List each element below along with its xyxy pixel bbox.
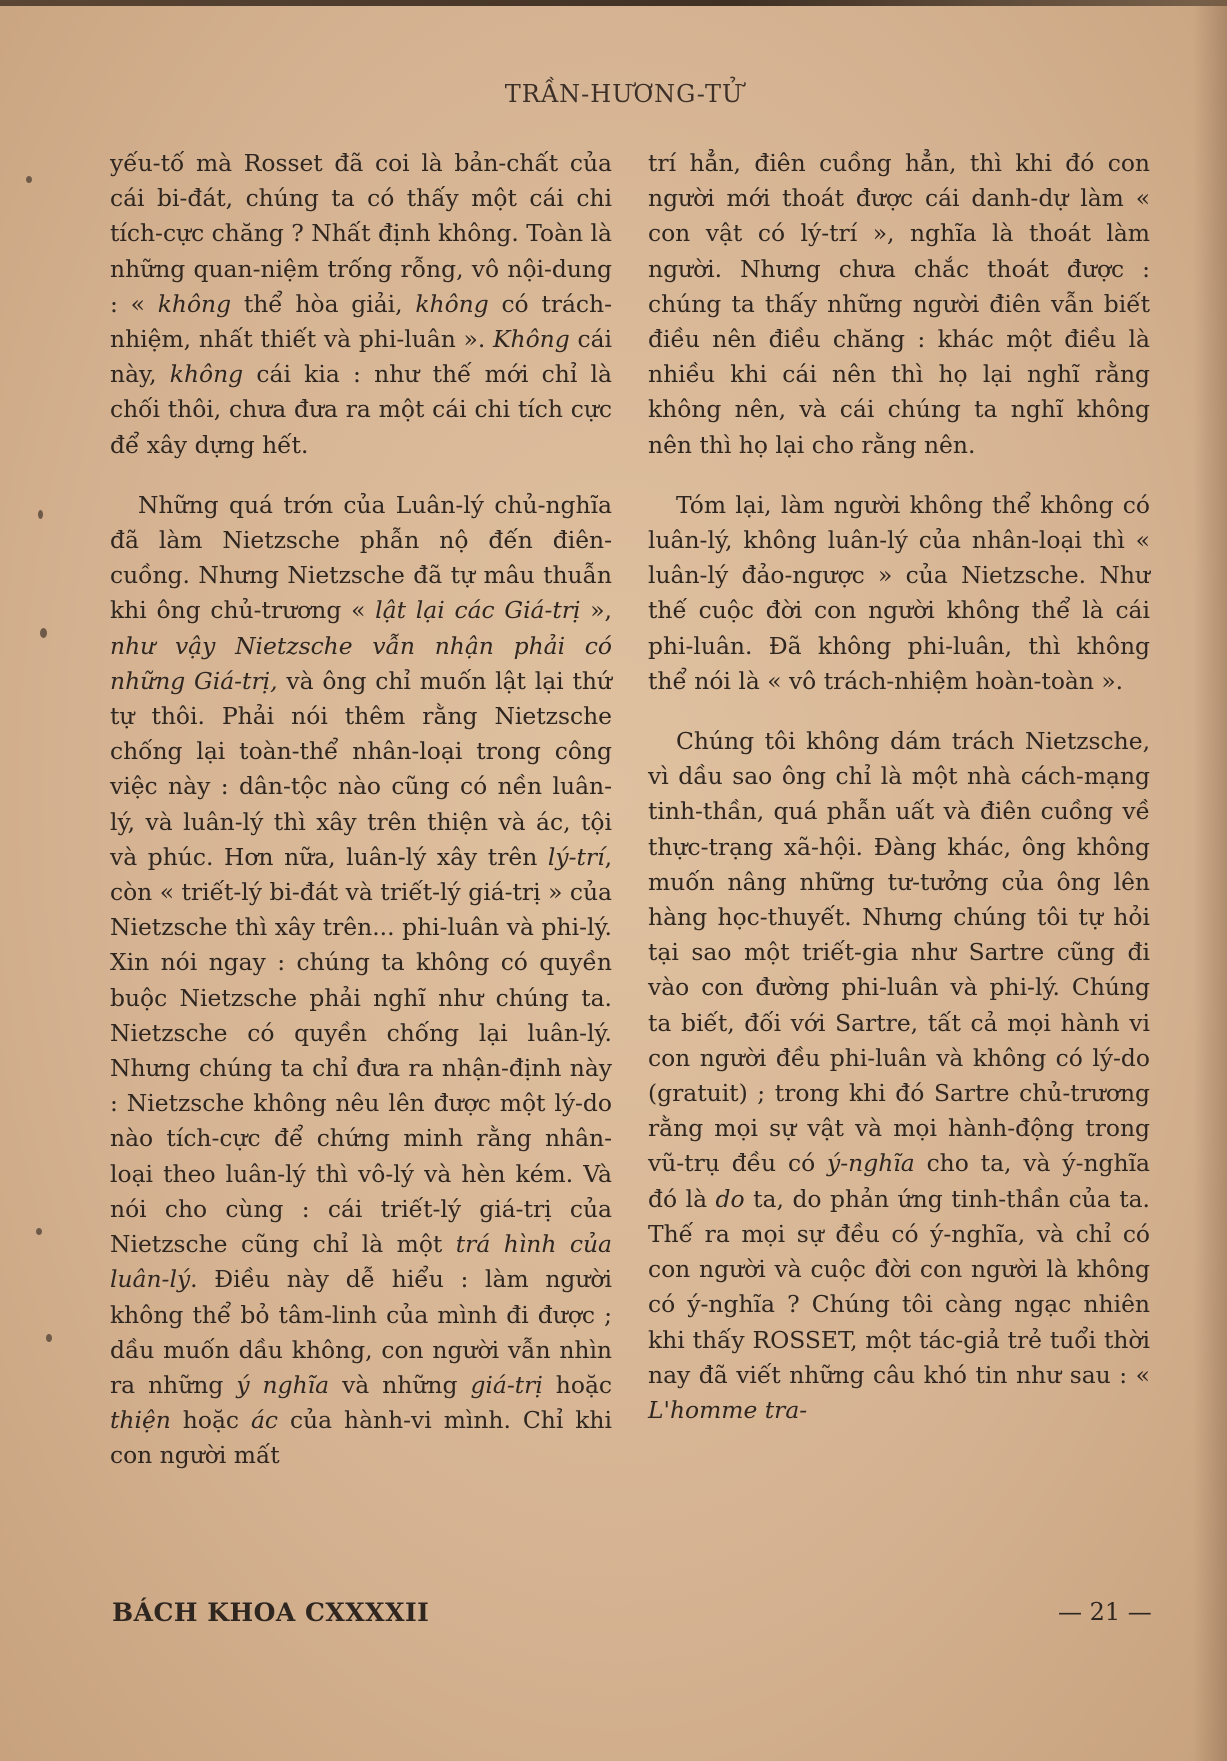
italic-text: giá-trị (470, 1370, 543, 1399)
italic-text: ý-nghĩa (827, 1149, 915, 1178)
text-run: hoặc (170, 1406, 251, 1435)
paper-speck (26, 176, 32, 183)
text-run: của hành-vi mình. Chỉ khi con người mất (110, 1406, 612, 1470)
italic-text: thiện (110, 1406, 171, 1435)
top-border-line (0, 0, 1227, 6)
paper-speck (36, 1228, 42, 1235)
right-column (648, 146, 1150, 1428)
text-run: cái kia : như thế mới chỉ là chối thôi, chưa đưa ra một cái chi tích cực để xây dựng hết. (110, 360, 612, 459)
text-run: Tóm lại, làm người không thể không có luân-lý, không luân-lý của nhân-loại thì « luân-lý đảo-ngược » của Nietzsche. Như thế cuộc đời con người không thể là cái phi-luân. Đã không phi-luân, thì không thể nói là « vô trách-nhiệm hoàn-toàn ». (648, 490, 1150, 695)
italic-text: không (415, 289, 489, 318)
italic-text: trá hình của luân-lý (110, 1230, 612, 1294)
page-edge-shadow (1193, 0, 1227, 1761)
paper-speck (38, 510, 43, 519)
text-run: cái này, (110, 325, 612, 389)
paper-speck (40, 628, 47, 638)
italic-text: ác (250, 1406, 278, 1435)
italic-text: Không (493, 325, 570, 354)
text-run: », (580, 596, 612, 625)
text-run: và ông chỉ muốn lật lại thứ tự thôi. Phải nói thêm rằng Nietzsche chống lại toàn-thể nhân-loại trong công việc này : dân-tộc nào cũng có nền luân-lý, và luân-lý thì xây trên thiện và ác, tội và phúc. Hơn nữa, luân-lý xây trên (110, 666, 612, 871)
text-run: cho ta, và ý-nghĩa đó là (648, 1149, 1151, 1213)
page-number: — 21 — (1058, 1598, 1152, 1626)
left-column (110, 146, 612, 1474)
text-run: hoặc (542, 1370, 612, 1399)
text-run: trí hẳn, điên cuồng hẳn, thì khi đó con người mới thoát được cái danh-dự làm « con vật có lý-trí », nghĩa là thoát làm người. Nhưng chưa chắc thoát được : chúng ta thấy những người điên vẫn biết điều nên điều chăng : khác một điều là nhiều khi cái nên thì họ lại nghĩ rằng không nên, và cái chúng ta nghĩ không nên thì họ lại cho rằng nên. (648, 149, 1150, 459)
text-run: và những (329, 1370, 471, 1399)
running-header: TRẦN-HƯƠNG-TỬ (504, 80, 744, 108)
italic-text: do (715, 1184, 745, 1213)
text-run: ta, do phản ứng tinh-thần của ta. Thế ra mọi sự đều có ý-nghĩa, và chỉ có con người và cuộc đời con người là không có ý-nghĩa ? Chúng tôi càng ngạc nhiên khi thấy ROSSET, một tác-giả trẻ tuổi thời nay đã viết những câu khó tin như sau : « (648, 1184, 1150, 1389)
text-run: thể hòa giải, (231, 289, 416, 318)
italic-text: không (157, 289, 232, 318)
text-run: yếu-tố mà Rosset đã coi là bản-chất của cái bi-đát, chúng ta có thấy một cái chi tích-cực chăng ? Nhất định không. Toàn là những quan-niệm trống rỗng, vô nội-dung : « (110, 149, 612, 318)
text-run: , còn « triết-lý bi-đát và triết-lý giá-trị » của Nietzsche thì xây trên... phi-luân và phi-lý. Xin nói ngay : chúng ta không có quyền buộc Nietzsche phải nghĩ như chúng ta. Nietzsche có quyền chống lại luân-lý. Nhưng chúng ta chỉ đưa ra nhận-định này : Nietzsche không nêu lên được một lý-do nào tích-cực để chứng minh rằng nhân-loại theo luân-lý thì vô-lý và hèn kém. Và nói cho cùng : cái triết-lý giá-trị của Nietzsche cũng chỉ là một (110, 842, 612, 1259)
paragraph (110, 146, 612, 463)
paragraph (648, 488, 1150, 699)
italic-text: như vậy Nietzsche vẫn nhận phải có những Giá-trị, (110, 631, 612, 695)
text-run: có trách-nhiệm, nhất thiết và phi-luân ». (110, 289, 612, 354)
italic-text: lật lại các Giá-trị (375, 596, 581, 625)
publication-footer: BÁCH KHOA CXXXXII (112, 1598, 430, 1627)
italic-text: L'homme tra- (648, 1395, 808, 1424)
italic-text: ý nghĩa (236, 1370, 330, 1399)
paragraph (110, 488, 612, 1474)
italic-text: lý-trí (547, 842, 605, 871)
paper-speck (46, 1334, 52, 1342)
italic-text: không (169, 360, 244, 389)
text-run: . Điều này dễ hiểu : làm người không thể bỏ tâm-linh của mình đi được ; dầu muốn dầu không, con người vẫn nhìn ra những (110, 1265, 612, 1399)
paragraph (648, 146, 1150, 463)
text-run: Chúng tôi không dám trách Nietzsche, vì dầu sao ông chỉ là một nhà cách-mạng tinh-thần, quá phẫn uất và điên cuồng về thực-trạng xã-hội. Đàng khác, ông không muốn nâng những tư-tưởng của ông lên hàng học-thuyết. Nhưng chúng tôi tự hỏi tại sao một triết-gia như Sartre cũng đi vào con đường phi-luân và phi-lý. Chúng ta biết, đối với Sartre, tất cả mọi hành vi con người đều phi-luân và không có lý-do (gratuit) ; trong khi đó Sartre chủ-trương rằng mọi sự vật và mọi hành-động trong vũ-trụ đều có (648, 727, 1150, 1178)
paragraph (648, 724, 1150, 1428)
text-run: Những quá trớn của Luân-lý chủ-nghĩa đã làm Nietzsche phẫn nộ đến điên-cuồng. Nhưng Nietzsche đã tự mâu thuẫn khi ông chủ-trương « (110, 490, 612, 625)
